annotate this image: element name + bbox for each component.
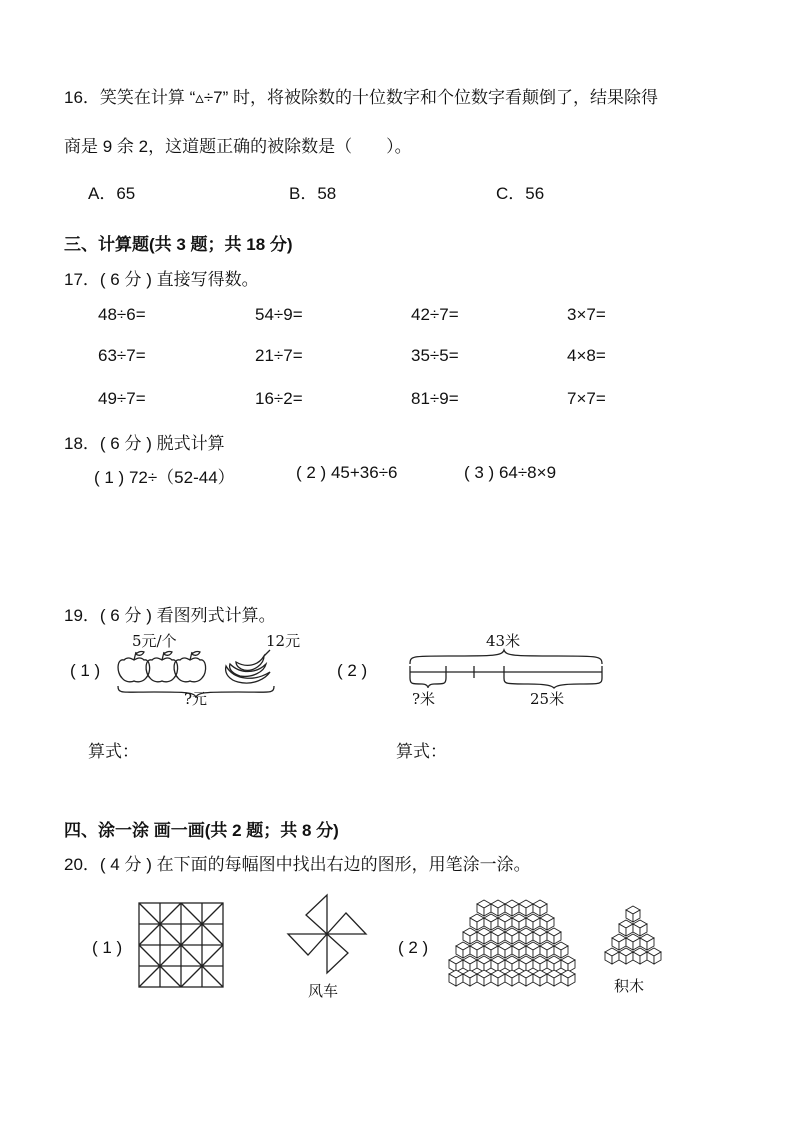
unknown-length-label: ?米: [412, 690, 436, 708]
q19-part1-label: ( 1 ): [70, 661, 101, 680]
q16-line2: 商是 9 余 2，这道题正确的被除数是（ ）。: [64, 137, 412, 156]
block-pyramid-figure: [445, 898, 580, 990]
q17-cell: 81÷9=: [411, 389, 459, 408]
q18-item-3: ( 3 ) 64÷8×9: [464, 463, 557, 482]
q20-part1-label: ( 1 ): [92, 938, 123, 957]
q17-cell: 42÷7=: [411, 305, 459, 324]
q17-cell: 21÷7=: [255, 346, 303, 365]
pinwheel-label: 风车: [308, 982, 339, 1000]
q16-option-b: B．58: [289, 184, 337, 203]
section4-heading: 四、涂一涂 画一画(共 2 题；共 8 分): [64, 821, 339, 840]
total-length-label: 43米: [486, 632, 521, 650]
q16-option-c: C．56: [496, 184, 545, 203]
q17-cell: 7×7=: [567, 389, 606, 408]
apples-bananas-figure: [114, 628, 314, 710]
formula-label-2: 算式：: [396, 742, 447, 761]
q20-part2-label: ( 2 ): [398, 938, 429, 957]
total-price-label: ?元: [184, 690, 208, 708]
q18-title: 18．( 6 分 ) 脱式计算: [64, 434, 225, 453]
q17-cell: 3×7=: [567, 305, 606, 324]
q17-cell: 49÷7=: [98, 389, 146, 408]
small-block-pyramid-figure: [604, 904, 664, 974]
known-length-label: 25米: [530, 690, 565, 708]
q19-title: 19．( 6 分 ) 看图列式计算。: [64, 606, 276, 625]
banana-price-label: 12元: [266, 632, 301, 650]
q17-cell: 48÷6=: [98, 305, 146, 324]
pinwheel-figure: [286, 893, 368, 975]
apple-price-label: 5元/个: [132, 632, 177, 650]
formula-label-1: 算式：: [88, 742, 139, 761]
section3-heading: 三、计算题(共 3 题；共 18 分): [64, 235, 293, 254]
q17-cell: 63÷7=: [98, 346, 146, 365]
q18-item-1: ( 1 ) 72÷（52-44）: [94, 468, 235, 487]
line-segment-figure: [398, 628, 608, 710]
q17-cell: 4×8=: [567, 346, 606, 365]
q16-line1: 16．笑笑在计算 “▵÷7” 时，将被除数的十位数字和个位数字看颠倒了，结果除得: [64, 88, 658, 107]
q20-title: 20．( 4 分 ) 在下面的每幅图中找出右边的图形，用笔涂一涂。: [64, 855, 531, 874]
blocks-label: 积木: [614, 977, 645, 995]
square-pattern-figure: [138, 902, 224, 988]
q17-cell: 35÷5=: [411, 346, 459, 365]
q17-title: 17．( 6 分 ) 直接写得数。: [64, 270, 259, 289]
q16-option-a: A．65: [88, 184, 136, 203]
q17-cell: 54÷9=: [255, 305, 303, 324]
q18-item-2: ( 2 ) 45+36÷6: [296, 463, 398, 482]
q19-part2-label: ( 2 ): [337, 661, 368, 680]
q17-cell: 16÷2=: [255, 389, 303, 408]
